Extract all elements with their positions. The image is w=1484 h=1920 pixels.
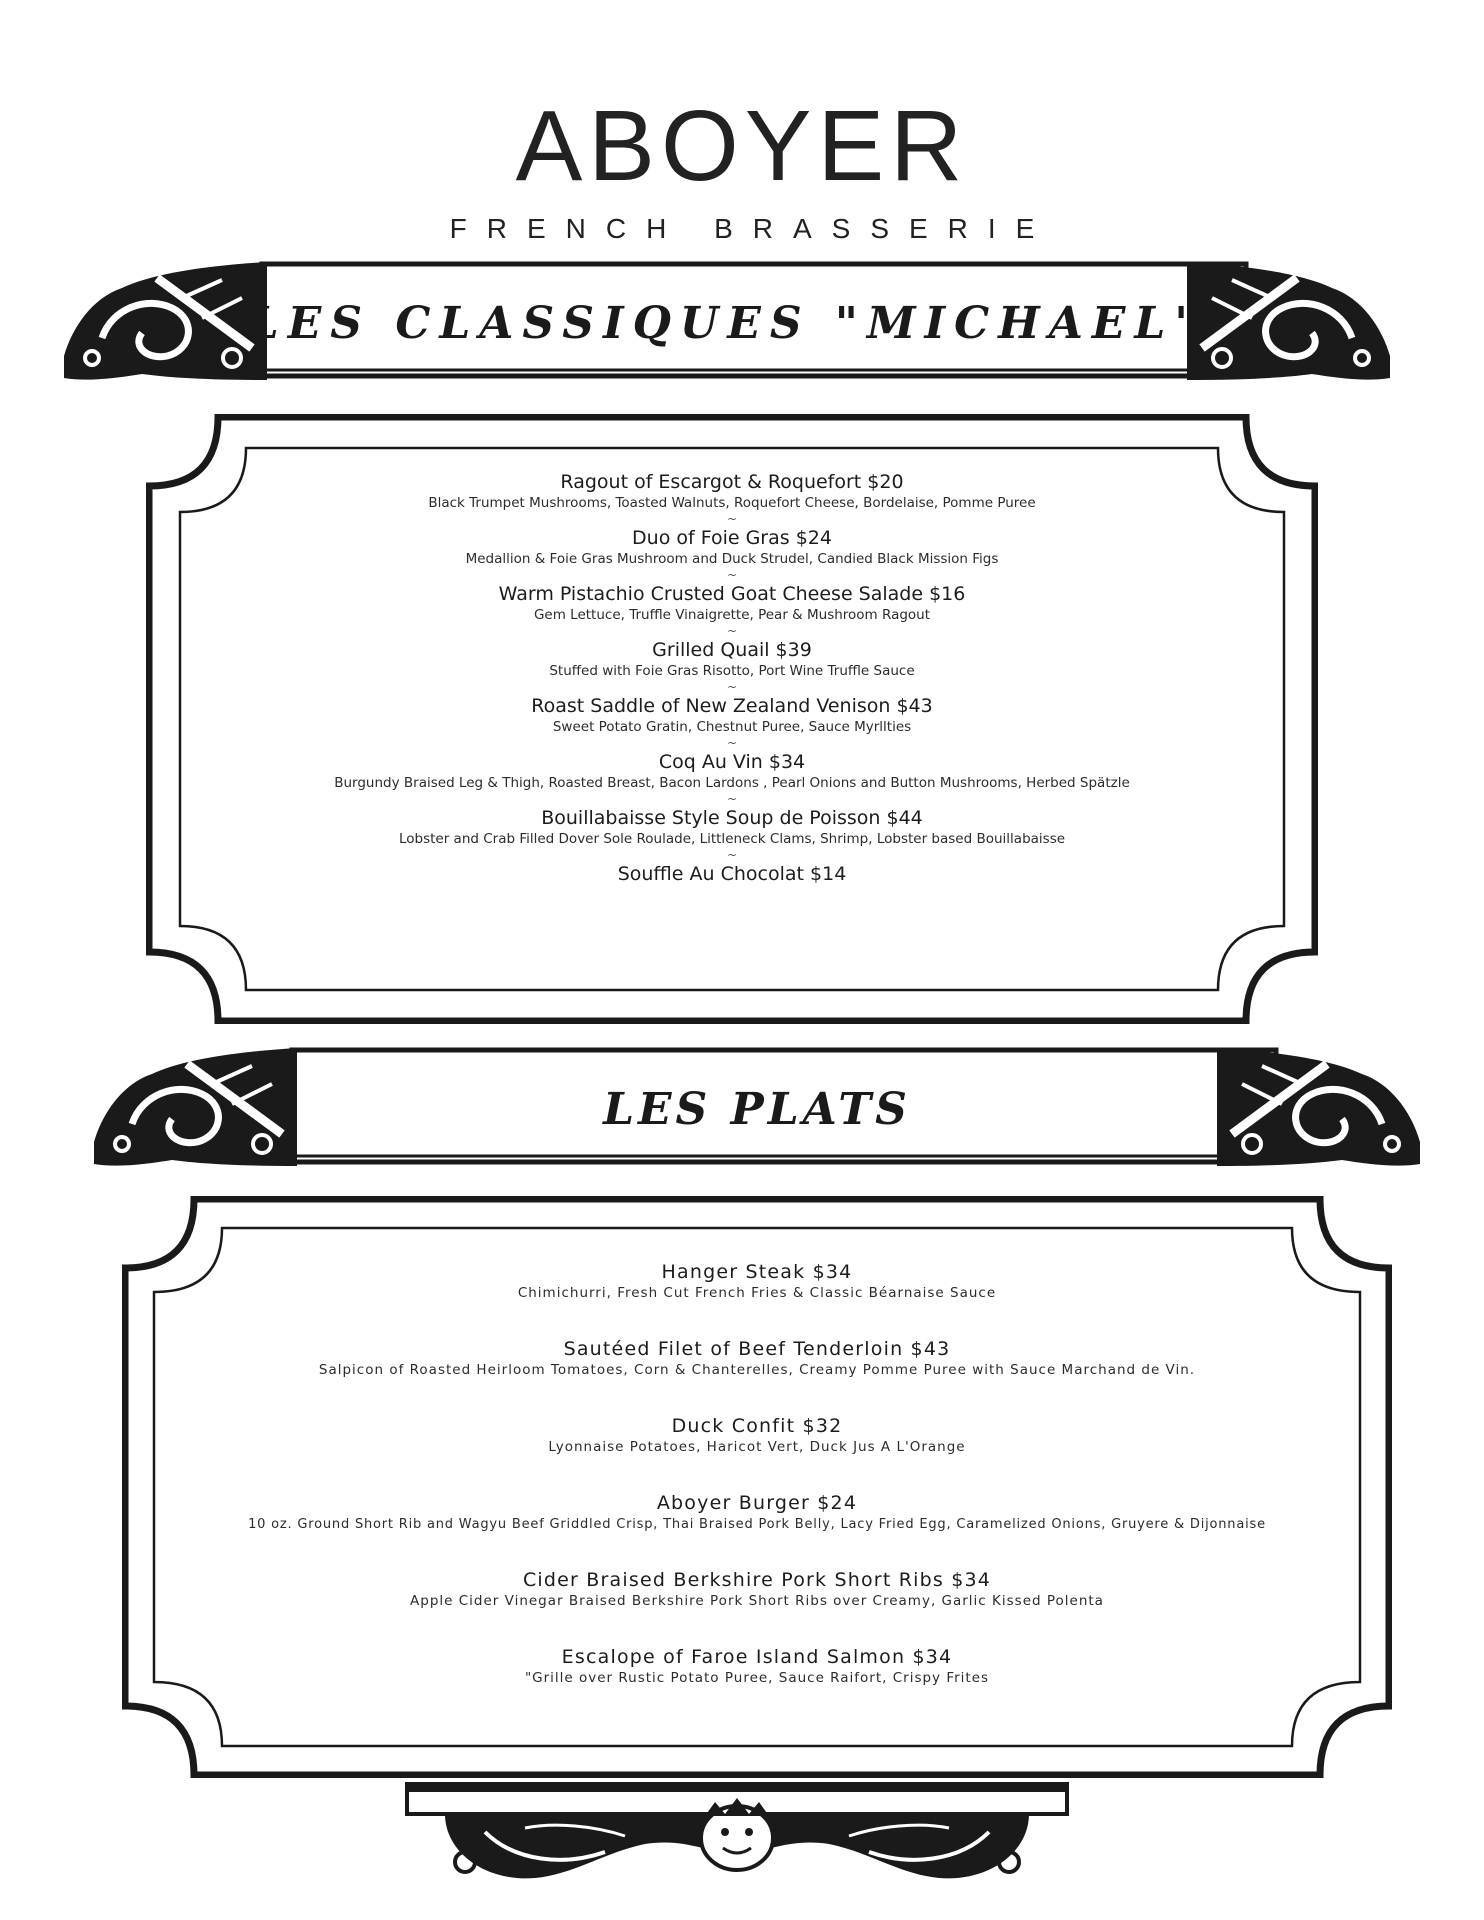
menu-item-name: Coq Au Vin $34 — [658, 751, 806, 773]
menu-frame-plats — [122, 1196, 1392, 1778]
menu-item — [146, 694, 1318, 750]
menu-item-name: Grilled Quail $39 — [652, 639, 812, 661]
section-banner-classiques — [62, 258, 1392, 386]
menu-item — [146, 862, 1318, 886]
menu-frame-classiques — [146, 414, 1318, 1024]
menu-list — [146, 470, 1318, 886]
menu-list — [122, 1260, 1392, 1722]
menu-separator: ~ — [726, 848, 738, 862]
menu-item-name: Aboyer Burger $24 — [656, 1492, 858, 1514]
menu-item-description: Salpicon of Roasted Heirloom Tomatoes, Corn & Chanterelles, Creamy Pomme Puree with Sauce Marchand de Vin. — [318, 1362, 1196, 1378]
menu-item-description: "Grille over Rustic Potato Puree, Sauce Raifort, Crispy Frites — [524, 1670, 990, 1686]
section-title: LES CLASSIQUES "MICHAEL" — [247, 298, 1207, 349]
menu-separator: ~ — [726, 792, 738, 806]
menu-item — [122, 1491, 1392, 1534]
footer-ornament — [405, 1782, 1069, 1892]
menu-item-description: 10 oz. Ground Short Rib and Wagyu Beef Griddled Crisp, Thai Braised Pork Belly, Lacy Fried Egg, Caramelized Onions, Gruyere & Dijonnaise — [248, 1517, 1266, 1532]
menu-item — [146, 582, 1318, 638]
menu-separator: ~ — [726, 568, 738, 582]
grotesque-mask-ornament-icon — [405, 1782, 1069, 1892]
menu-item-name: Roast Saddle of New Zealand Venison $43 — [531, 695, 933, 717]
menu-item-description: Sweet Potato Gratin, Chestnut Puree, Sauce Myrllties — [552, 719, 912, 735]
menu-item — [146, 470, 1318, 526]
section-banner-plats — [92, 1044, 1422, 1172]
menu-separator: ~ — [726, 512, 738, 526]
restaurant-name: ABOYER — [515, 90, 969, 202]
menu-separator: ~ — [726, 680, 738, 694]
menu-item — [122, 1414, 1392, 1457]
menu-item — [122, 1568, 1392, 1611]
menu-item-name: Duo of Foie Gras $24 — [632, 527, 832, 549]
menu-item-name: Warm Pistachio Crusted Goat Cheese Salade $16 — [498, 583, 966, 605]
menu-item — [146, 806, 1318, 862]
menu-item — [146, 750, 1318, 806]
menu-item-name: Cider Braised Berkshire Pork Short Ribs $34 — [522, 1569, 992, 1591]
menu-item — [146, 526, 1318, 582]
menu-item-name: Souffle Au Chocolat $14 — [617, 863, 847, 885]
menu-separator: ~ — [726, 736, 738, 750]
menu-item-name: Escalope of Faroe Island Salmon $34 — [561, 1646, 953, 1668]
menu-item-description: Burgundy Braised Leg & Thigh, Roasted Breast, Bacon Lardons , Pearl Onions and Button Mushrooms, Herbed Spätzle — [334, 775, 1130, 791]
menu-item — [122, 1645, 1392, 1688]
menu-item — [146, 638, 1318, 694]
menu-item-description: Chimichurri, Fresh Cut French Fries & Classic Béarnaise Sauce — [517, 1285, 997, 1301]
menu-item-description: Lobster and Crab Filled Dover Sole Roulade, Littleneck Clams, Shrimp, Lobster based Bouillabaisse — [398, 831, 1066, 847]
menu-item-name: Duck Confit $32 — [671, 1415, 843, 1437]
menu-item-name: Ragout of Escargot & Roquefort $20 — [560, 471, 904, 493]
menu-item-description: Black Trumpet Mushrooms, Toasted Walnuts, Roquefort Cheese, Bordelaise, Pomme Puree — [428, 495, 1036, 511]
restaurant-tagline: FRENCH BRASSERIE — [449, 213, 1055, 244]
menu-item-description: Lyonnaise Potatoes, Haricot Vert, Duck Jus A L'Orange — [548, 1439, 966, 1455]
menu-item-name: Sautéed Filet of Beef Tenderloin $43 — [563, 1338, 951, 1360]
menu-item — [122, 1337, 1392, 1380]
menu-item-description: Medallion & Foie Gras Mushroom and Duck Strudel, Candied Black Mission Figs — [465, 551, 999, 567]
menu-item — [122, 1260, 1392, 1303]
menu-separator: ~ — [726, 624, 738, 638]
menu-item-name: Hanger Steak $34 — [661, 1261, 853, 1283]
section-title: LES PLATS — [603, 1084, 911, 1135]
menu-item-name: Bouillabaisse Style Soup de Poisson $44 — [541, 807, 923, 829]
menu-item-description: Apple Cider Vinegar Braised Berkshire Pork Short Ribs over Creamy, Garlic Kissed Polenta — [410, 1593, 1104, 1609]
menu-item-description: Gem Lettuce, Truffle Vinaigrette, Pear & Mushroom Ragout — [533, 607, 931, 623]
menu-item-description: Stuffed with Foie Gras Risotto, Port Wine Truffle Sauce — [549, 663, 915, 679]
